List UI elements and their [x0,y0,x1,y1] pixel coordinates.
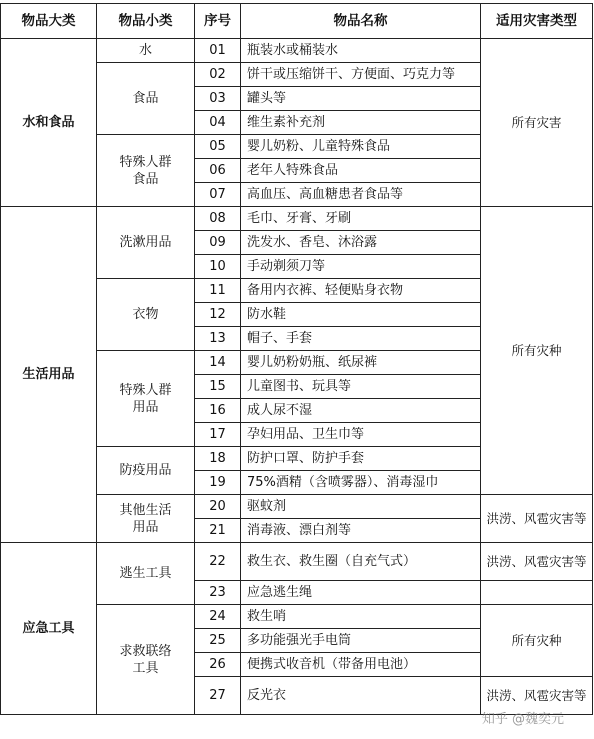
row-no: 13 [195,327,241,351]
row-name: 便携式收音机（带备用电池） [241,653,481,677]
row-no: 24 [195,605,241,629]
subgroup-rescue: 求救联络 工具 [97,605,195,715]
row-name: 老年人特殊食品 [241,159,481,183]
row-name: 儿童图书、玩具等 [241,375,481,399]
row-name: 洗发水、香皂、沐浴露 [241,231,481,255]
row-no: 01 [195,39,241,63]
row-name: 救生衣、救生圈（自充气式） [241,543,481,581]
row-name: 消毒液、漂白剂等 [241,519,481,543]
row-no: 16 [195,399,241,423]
row-no: 20 [195,495,241,519]
row-no: 23 [195,581,241,605]
subgroup-special-daily: 特殊人群 用品 [97,351,195,447]
row-name: 高血压、高血糖患者食品等 [241,183,481,207]
row-no: 22 [195,543,241,581]
hazard-cell: 洪涝、风雹灾害等 [481,495,593,543]
row-name: 罐头等 [241,87,481,111]
row-no: 18 [195,447,241,471]
row-no: 10 [195,255,241,279]
row-no: 05 [195,135,241,159]
row-name: 应急逃生绳 [241,581,481,605]
header-no: 序号 [195,4,241,39]
hazard-cell: 所有灾种 [481,605,593,677]
row-name: 75%酒精（含喷雾器）、消毒湿巾 [241,471,481,495]
hazard-cell: 洪涝、风雹灾害等 [481,543,593,581]
row-name: 救生哨 [241,605,481,629]
row-no: 04 [195,111,241,135]
hazard-cell: 洪涝、风雹灾害等 [481,677,593,715]
group-daily: 生活用品 [1,207,97,543]
subgroup-clothes: 衣物 [97,279,195,351]
row-name: 孕妇用品、卫生巾等 [241,423,481,447]
row-name: 反光衣 [241,677,481,715]
subgroup-water: 水 [97,39,195,63]
row-name: 备用内衣裤、轻便贴身衣物 [241,279,481,303]
row-name: 毛巾、牙膏、牙刷 [241,207,481,231]
row-no: 15 [195,375,241,399]
row-no: 14 [195,351,241,375]
row-name: 饼干或压缩饼干、方便面、巧克力等 [241,63,481,87]
header-hazard: 适用灾害类型 [481,4,593,39]
subgroup-food: 食品 [97,63,195,135]
table-row [1,39,593,63]
header-major: 物品大类 [1,4,97,39]
subgroup-special-food: 特殊人群 食品 [97,135,195,207]
row-no: 12 [195,303,241,327]
group-emergency: 应急工具 [1,543,97,715]
row-no: 02 [195,63,241,87]
row-no: 26 [195,653,241,677]
watermark: 知乎 @魏奕元 [481,712,564,727]
row-name: 防护口罩、防护手套 [241,447,481,471]
row-name: 婴儿奶粉、儿童特殊食品 [241,135,481,159]
row-no: 21 [195,519,241,543]
row-no: 06 [195,159,241,183]
subgroup-other-daily: 其他生活 用品 [97,495,195,543]
hazard-cell: 所有灾害 [481,39,593,207]
row-name: 驱蚊剂 [241,495,481,519]
header-name: 物品名称 [241,4,481,39]
table-row [1,543,593,581]
subgroup-epidemic: 防疫用品 [97,447,195,495]
row-no: 08 [195,207,241,231]
row-no: 19 [195,471,241,495]
row-no: 27 [195,677,241,715]
row-no: 09 [195,231,241,255]
row-no: 17 [195,423,241,447]
row-no: 07 [195,183,241,207]
row-name: 成人尿不湿 [241,399,481,423]
hazard-cell: 所有灾种 [481,207,593,495]
row-name: 婴儿奶粉奶瓶、纸尿裤 [241,351,481,375]
row-name: 多功能强光手电筒 [241,629,481,653]
row-name: 防水鞋 [241,303,481,327]
row-name: 瓶装水或桶装水 [241,39,481,63]
row-no: 03 [195,87,241,111]
subgroup-escape: 逃生工具 [97,543,195,605]
subgroup-wash: 洗漱用品 [97,207,195,279]
table-row [1,207,593,231]
group-water-food: 水和食品 [1,39,97,207]
hazard-cell-empty [481,581,593,605]
row-name: 维生素补充剂 [241,111,481,135]
row-no: 25 [195,629,241,653]
row-name: 手动剃须刀等 [241,255,481,279]
header-row [1,4,593,39]
row-name: 帽子、手套 [241,327,481,351]
row-no: 11 [195,279,241,303]
header-minor: 物品小类 [97,4,195,39]
supplies-table [0,3,593,715]
